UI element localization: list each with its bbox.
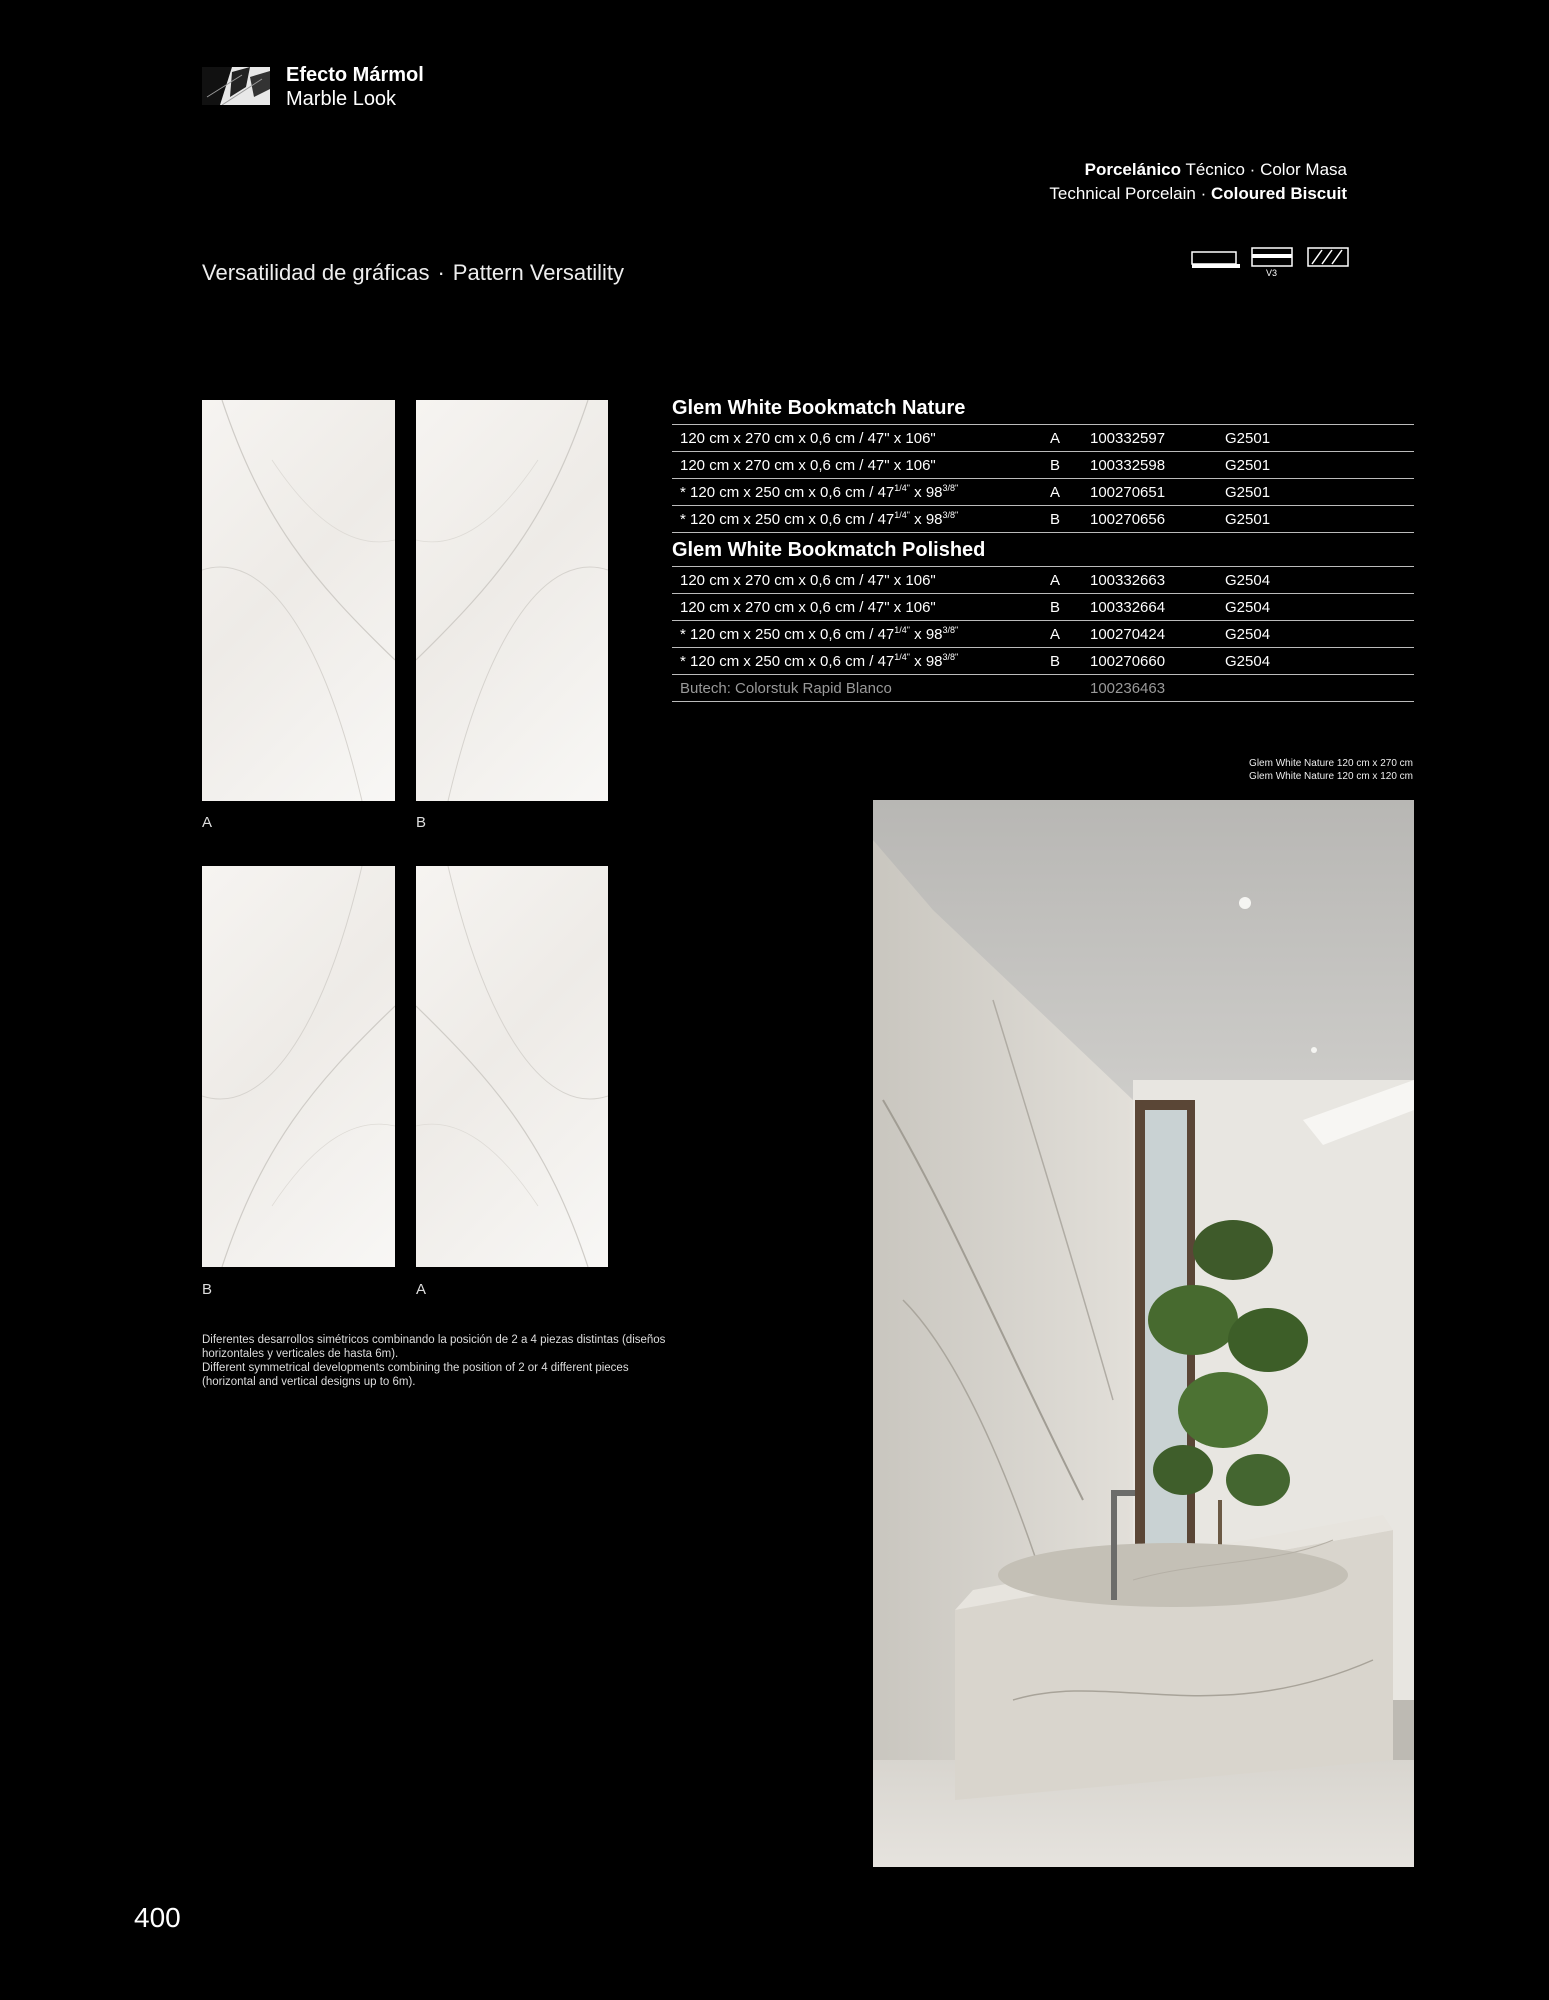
versatility-en: Pattern Versatility (452, 260, 624, 285)
product-table-polished (672, 538, 1414, 702)
pattern-note (202, 1333, 682, 1389)
size-cell: * 120 cm x 250 cm x 0,6 cm / $47^{1/4"}$ x $98^{3/8"}$ (680, 510, 959, 528)
finish-icons (1190, 246, 1350, 278)
ref-cell: 100332598 (1090, 456, 1166, 474)
heading-separator: · (437, 260, 445, 285)
marble-swatch-icon (202, 67, 270, 105)
material-en-bold: Coloured Biscuit (1210, 184, 1347, 203)
ref-cell: 100270660 (1090, 652, 1166, 670)
serie-cell: G2504 (1225, 571, 1271, 589)
code-cell: B (1050, 510, 1061, 528)
ref-cell: 100332664 (1090, 598, 1166, 616)
tile-a-top (202, 400, 395, 801)
material-description (1049, 158, 1347, 206)
photo-caption (1249, 757, 1413, 783)
table-title: Glem White Bookmatch Nature (672, 397, 966, 419)
code-cell: A (1050, 625, 1061, 643)
ref-cell: 100270656 (1090, 510, 1166, 528)
material-es-bold: Porcelánico (1084, 160, 1182, 179)
note-es: Diferentes desarrollos simétricos combinando la posición de 2 a 4 piezas distintas (diseños horizontales y verticales de hasta 6m). (202, 1334, 666, 1360)
variation-icon (1252, 248, 1292, 278)
serie-cell: G2501 (1225, 483, 1271, 501)
note-en: Different symmetrical developments combining the position of 2 or 4 different pieces (horizontal and vertical designs up to 6m). (202, 1362, 629, 1388)
rectified-icon (1308, 248, 1348, 266)
material-es-rest: Técnico · Color Masa (1185, 160, 1347, 179)
tile-a-bottom (416, 866, 608, 1267)
code-cell: A (1050, 429, 1061, 447)
serie-cell: G2504 (1225, 625, 1271, 643)
code-cell: B (1050, 598, 1061, 616)
tile-label: A (202, 814, 213, 831)
code-cell: A (1050, 571, 1061, 589)
material-line-2 (1049, 182, 1347, 206)
page-number: 400 (134, 1902, 181, 1933)
ref-cell: 100332663 (1090, 571, 1166, 589)
material-line-1 (1049, 158, 1347, 182)
butech-row (672, 674, 1414, 702)
size-cell: 120 cm x 270 cm x 0,6 cm / 47" x 106" (680, 456, 936, 474)
code-cell: B (1050, 456, 1061, 474)
code-cell: A (1050, 483, 1061, 501)
serie-cell: G2504 (1225, 652, 1271, 670)
serie-cell: G2501 (1225, 456, 1271, 474)
table-row (672, 478, 1414, 505)
slab-icon (1192, 252, 1240, 268)
product-table-nature (672, 396, 1414, 533)
tile-b-bottom (202, 866, 395, 1267)
bathroom-photo (873, 800, 1414, 1867)
table-row (672, 566, 1414, 593)
ref-cell: 100332597 (1090, 429, 1166, 447)
table-row (672, 505, 1414, 533)
butech-label: Butech: Colorstuk Rapid Blanco (680, 679, 892, 697)
category-title: Efecto Mármol (286, 64, 424, 86)
versatility-es: Versatilidad de gráficas (202, 260, 430, 285)
tile-label: A (416, 1281, 427, 1298)
serie-cell: G2501 (1225, 429, 1271, 447)
category-subtitle: Marble Look (286, 88, 397, 110)
serie-cell: G2504 (1225, 598, 1271, 616)
size-cell: 120 cm x 270 cm x 0,6 cm / 47" x 106" (680, 429, 936, 447)
ref-cell: 100270424 (1090, 625, 1166, 643)
svg-text:V3: V3 (1266, 268, 1278, 278)
size-cell: 120 cm x 270 cm x 0,6 cm / 47" x 106" (680, 571, 936, 589)
ref-cell: 100236463 (1090, 679, 1166, 697)
table-title: Glem White Bookmatch Polished (672, 539, 986, 561)
tile-label: B (416, 814, 427, 831)
size-cell: * 120 cm x 250 cm x 0,6 cm / $47^{1/4"}$ x $98^{3/8"}$ (680, 625, 959, 643)
table-row (672, 593, 1414, 620)
size-cell: * 120 cm x 250 cm x 0,6 cm / $47^{1/4"}$ x $98^{3/8"}$ (680, 483, 959, 501)
size-cell: * 120 cm x 250 cm x 0,6 cm / $47^{1/4"}$ x $98^{3/8"}$ (680, 652, 959, 670)
size-cell: 120 cm x 270 cm x 0,6 cm / 47" x 106" (680, 598, 936, 616)
code-cell: B (1050, 652, 1061, 670)
tile-b-top (416, 400, 608, 801)
section-heading (202, 260, 624, 286)
table-row (672, 647, 1414, 674)
material-en-rest: Technical Porcelain · (1049, 184, 1207, 203)
table-row (672, 424, 1414, 451)
caption-line: Glem White Nature 120 cm x 120 cm (1249, 771, 1413, 782)
table-row (672, 620, 1414, 647)
table-row (672, 451, 1414, 478)
ref-cell: 100270651 (1090, 483, 1166, 501)
serie-cell: G2501 (1225, 510, 1271, 528)
caption-line: Glem White Nature 120 cm x 270 cm (1249, 758, 1413, 769)
tile-label: B (202, 1281, 213, 1298)
